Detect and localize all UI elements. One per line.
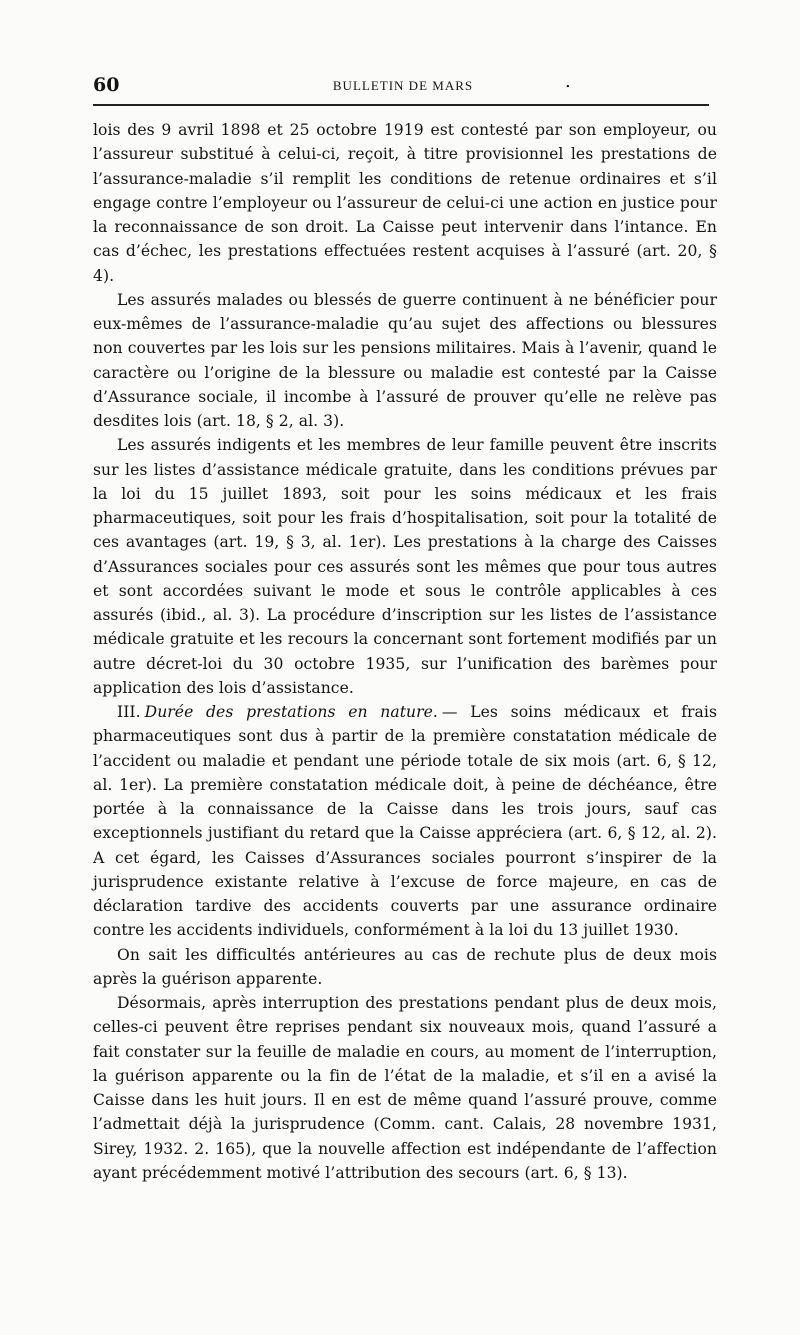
header-rule <box>93 104 709 106</box>
section-text: — Les soins médicaux et frais pharmaceutiques sont dus à partir de la première constatation médicale de l’accident ou maladie et pendant une période totale de six mois (art. 6, § 12, al. 1er). La première constatation médicale doit, à peine de déchéance, être portée à la connaissance de la Caisse dans les trois jours, sauf cas exceptionnels justifiant du retard que la Caisse appréciera (art. 6, § 12, al. 2). A cet égard, les Caisses d’Assurances sociales pourront s’inspirer de la jurisprudence existante relative à l’excuse de force majeure, en cas de déclaration tardive des accidents couverts par une assurance ordinaire contre les accidents individuels, conformément à la loi du 13 juillet 1930. <box>93 703 717 940</box>
paragraph-indigent: Les assurés indigents et les membres de leur famille peuvent être inscrits sur les listes d’assistance médicale gratuite, dans les conditions prévues par la loi du 15 juillet 1893, soit pour les soins médicaux et les frais pharmaceutiques, soit pour les frais d’hospitalisation, soit pour la totalité de ces avantages (art. 19, § 3, al. 1er). Les prestations à la charge des Caisses d’Assurances sociales pour ces assurés sont les mêmes que pour tous autres et sont accordées suivant le mode et sous le contrôle applicables à ces assurés (ibid., al. 3). La procédure d’inscription sur les listes de l’assistance médicale gratuite et les recours la concernant sont fortement modifiés par un autre décret-loi du 30 octobre 1935, sur l’unification des barèmes pour application des lois d’assistance. <box>93 436 717 697</box>
body-text <box>93 118 717 1185</box>
page-number: 60 <box>93 74 120 96</box>
running-title: BULLETIN DE MARS <box>332 78 474 93</box>
page-header <box>93 71 713 98</box>
paragraph-relapse: On sait les difficultés antérieures au cas de rechute plus de deux mois après la guérison apparente. <box>93 945 717 988</box>
paragraph-war-wounded: Les assurés malades ou blessés de guerre continuent à ne bénéficier pour eux-mêmes de l’assurance-maladie qu’au sujet des affections ou blessures non couvertes par les lois sur les pensions militaires. Mais à l’avenir, quand le caractère ou l’origine de la blessure ou maladie est contesté par la Caisse d’Assurance sociale, il incombe à l’assuré de prouver qu’elle ne relève pas desdites lois (art. 18, § 2, al. 3). <box>93 290 717 430</box>
paragraph-continuation: lois des 9 avril 1898 et 25 octobre 1919 est contesté par son employeur, ou l’assureur substitué à celui-ci, reçoit, à titre provisionnel les prestations de l’assurance-maladie s’il remplit les conditions de retenue ordinaires et s’il engage contre l’employeur ou l’assureur de celui-ci une action en justice pour la reconnaissance de son droit. La Caisse peut intervenir dans l’intance. En cas d’échec, les prestations effectuées restent acquises à l’assuré (art. 20, § 4). <box>93 121 717 285</box>
section-number: III. <box>117 703 141 721</box>
paragraph-section-iii <box>93 700 717 943</box>
paragraph-resumption: Désormais, après interruption des prestations pendant plus de deux mois, celles-ci peuvent être reprises pendant six nouveaux mois, quand l’assuré a fait constater sur la feuille de maladie en cours, au moment de l’interruption, la guérison apparente ou la fin de l’état de la maladie, et s’il en a avisé la Caisse dans les huit jours. Il en est de même quand l’assuré prouve, comme l’admettait déjà la jurisprudence (Comm. cant. Calais, 28 novembre 1931, Sirey, 1932. 2. 165), que la nouvelle affection est indépendante de l’affection ayant précédemment motivé l’attribution des secours (art. 6, § 13). <box>93 994 717 1182</box>
header-dot: . <box>565 71 571 92</box>
section-title: Durée des prestations en nature. <box>144 703 438 721</box>
